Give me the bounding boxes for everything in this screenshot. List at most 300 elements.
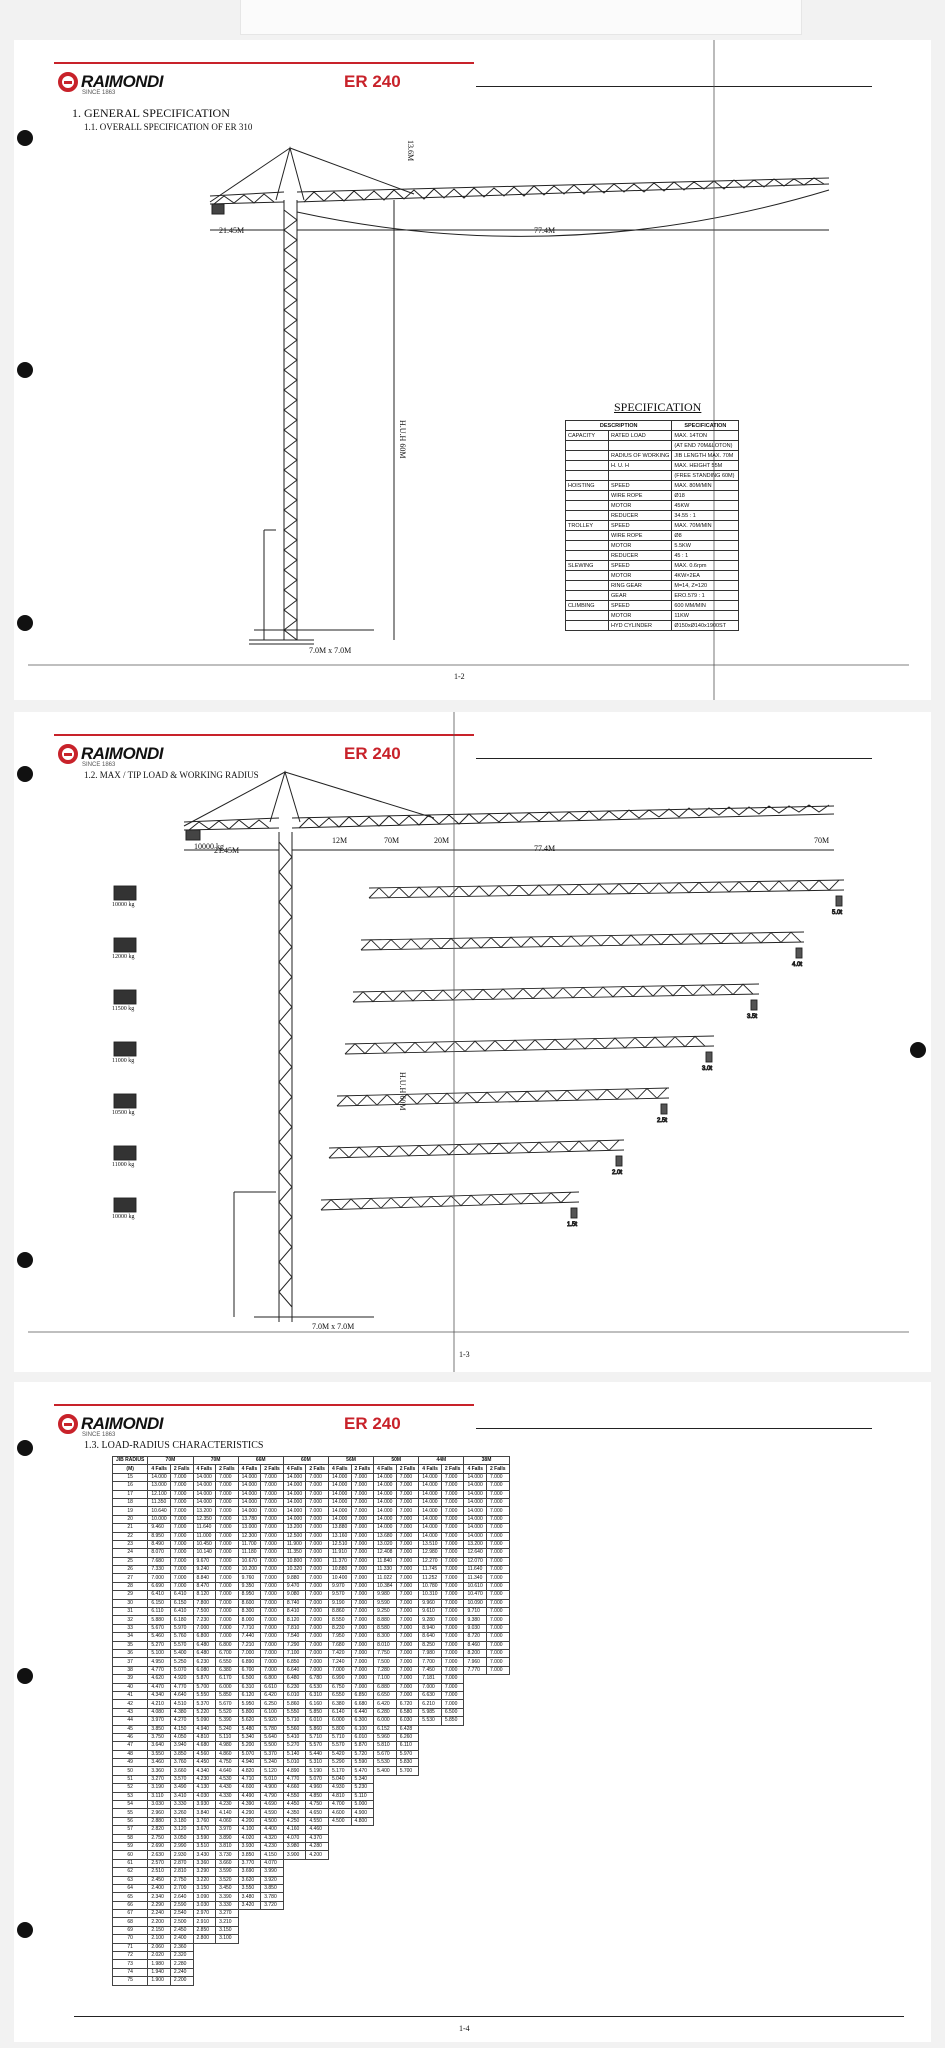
load-cell: 7.000 <box>216 1574 239 1582</box>
load-cell: 5.760 <box>170 1633 193 1641</box>
load-cell <box>487 1792 510 1800</box>
load-cell: 11.350 <box>283 1549 306 1557</box>
load-cell: 7.000 <box>216 1591 239 1599</box>
radius-cell: 41 <box>113 1691 148 1699</box>
load-cell: 7.000 <box>441 1658 464 1666</box>
load-cell: 7.000 <box>351 1649 374 1657</box>
load-cell <box>351 1918 374 1926</box>
counterweight-label: 10000 kg <box>194 842 224 851</box>
spec-cell: RING GEAR <box>609 581 672 591</box>
spec-row <box>566 621 739 631</box>
table-row <box>113 1566 510 1574</box>
radius-cell: 46 <box>113 1733 148 1741</box>
load-cell: 11.350 <box>148 1498 171 1506</box>
load-cell: 4.290 <box>238 1809 261 1817</box>
load-cell <box>487 1842 510 1850</box>
load-cell: 13.200 <box>464 1540 487 1548</box>
dim-top: 13.6M <box>406 140 415 162</box>
load-cell: 7.540 <box>283 1633 306 1641</box>
load-cell <box>464 1775 487 1783</box>
load-cell: 7.100 <box>283 1649 306 1657</box>
load-cell <box>441 1826 464 1834</box>
spec-cell: Ø18 <box>672 491 739 501</box>
load-cell: 3.850 <box>148 1725 171 1733</box>
load-cell: 5.390 <box>216 1717 239 1725</box>
load-cell: 7.000 <box>487 1557 510 1565</box>
dim-base: 7.0M x 7.0M <box>309 646 352 655</box>
load-cell: 5.410 <box>283 1733 306 1741</box>
load-cell: 5.500 <box>261 1742 284 1750</box>
load-cell <box>487 1943 510 1951</box>
load-cell: 14.000 <box>193 1482 216 1490</box>
load-cell <box>396 1893 419 1901</box>
load-cell: 3.590 <box>193 1834 216 1842</box>
load-cell <box>487 1801 510 1809</box>
load-cell: 14.000 <box>193 1490 216 1498</box>
load-cell <box>306 1977 329 1985</box>
load-cell: 11.910 <box>328 1549 351 1557</box>
load-cell: 9.350 <box>238 1582 261 1590</box>
spec-row <box>566 581 739 591</box>
load-cell: 3.850 <box>261 1884 284 1892</box>
load-cell <box>487 1725 510 1733</box>
load-cell: 12.070 <box>464 1557 487 1565</box>
load-cell: 2.360 <box>170 1943 193 1951</box>
load-cell: 5.070 <box>306 1775 329 1783</box>
load-cell: 14.000 <box>283 1515 306 1523</box>
load-cell: 4.860 <box>216 1750 239 1758</box>
load-cell: 5.110 <box>216 1733 239 1741</box>
load-cell <box>419 1943 442 1951</box>
load-cell: 6.170 <box>216 1675 239 1683</box>
load-cell <box>328 1960 351 1968</box>
load-cell <box>238 1977 261 1985</box>
load-cell: 7.290 <box>283 1641 306 1649</box>
load-cell: 14.000 <box>419 1498 442 1506</box>
load-cell <box>306 1910 329 1918</box>
load-cell: 7.000 <box>396 1524 419 1532</box>
load-cell: 6.530 <box>306 1683 329 1691</box>
load-cell: 4.080 <box>148 1708 171 1716</box>
load-cell: 4.660 <box>283 1784 306 1792</box>
load-cell: 3.550 <box>148 1750 171 1758</box>
load-cell: 4.560 <box>193 1750 216 1758</box>
load-cell: 7.000 <box>261 1599 284 1607</box>
load-cell: 5.570 <box>170 1641 193 1649</box>
load-cell: 5.710 <box>328 1733 351 1741</box>
load-cell: 14.000 <box>464 1498 487 1506</box>
load-cell: 7.000 <box>261 1490 284 1498</box>
load-cell: 7.000 <box>441 1515 464 1523</box>
load-cell <box>328 1893 351 1901</box>
load-cell: 4.980 <box>216 1742 239 1750</box>
load-cell <box>419 1725 442 1733</box>
load-cell: 6.080 <box>193 1666 216 1674</box>
table-row <box>113 1926 510 1934</box>
load-cell: 14.000 <box>238 1498 261 1506</box>
load-cell <box>441 1968 464 1976</box>
load-cell: 8.840 <box>193 1574 216 1582</box>
load-cell: 5.620 <box>238 1717 261 1725</box>
load-cell: 7.000 <box>441 1566 464 1574</box>
load-cell: 5.340 <box>351 1775 374 1783</box>
table-row <box>113 1549 510 1557</box>
load-cell <box>396 1801 419 1809</box>
jib-length-header: 70M <box>148 1457 193 1465</box>
binder-hole-icon <box>17 362 33 378</box>
load-cell: 4.070 <box>261 1859 284 1867</box>
load-cell: 3.810 <box>216 1842 239 1850</box>
spec-cell: CAPACITY <box>566 431 609 441</box>
load-cell <box>306 1859 329 1867</box>
spec-cell <box>566 501 609 511</box>
radius-cell: 40 <box>113 1683 148 1691</box>
top-load-label: 70M <box>384 836 400 845</box>
load-cell: 7.000 <box>306 1608 329 1616</box>
load-cell: 7.000 <box>351 1507 374 1515</box>
load-cell: 3.090 <box>193 1893 216 1901</box>
load-cell: 7.000 <box>170 1473 193 1481</box>
load-cell <box>328 1935 351 1943</box>
top-load-label: 70M <box>814 836 830 845</box>
load-cell: 4.350 <box>283 1809 306 1817</box>
load-cell: 5.670 <box>374 1750 397 1758</box>
load-cell: 7.000 <box>396 1532 419 1540</box>
load-cell <box>464 1918 487 1926</box>
load-cell: 11.370 <box>328 1557 351 1565</box>
load-cell <box>216 1943 239 1951</box>
load-cell <box>396 1977 419 1985</box>
load-cell <box>487 1775 510 1783</box>
load-cell: 6.030 <box>396 1717 419 1725</box>
hook-load-icon <box>751 1000 757 1010</box>
load-cell: 4.400 <box>261 1826 284 1834</box>
load-cell: 2.450 <box>148 1876 171 1884</box>
load-cell: 14.000 <box>374 1507 397 1515</box>
radius-cell: 17 <box>113 1490 148 1498</box>
load-cell <box>193 1952 216 1960</box>
load-cell <box>396 1926 419 1934</box>
load-cell: 9.380 <box>464 1616 487 1624</box>
load-cell: 7.000 <box>306 1624 329 1632</box>
load-cell: 2.800 <box>193 1935 216 1943</box>
load-cell: 5.090 <box>193 1717 216 1725</box>
load-cell <box>283 1926 306 1934</box>
load-cell: 4.370 <box>306 1834 329 1842</box>
load-cell: 3.430 <box>193 1851 216 1859</box>
radius-unit-cell: (M) <box>113 1465 148 1473</box>
load-cell: 7.000 <box>216 1608 239 1616</box>
load-cell <box>238 1960 261 1968</box>
load-cell: 7.000 <box>170 1574 193 1582</box>
logo-mark-icon <box>58 1414 78 1434</box>
load-cell <box>419 1834 442 1842</box>
load-cell <box>306 1876 329 1884</box>
load-cell: 7.000 <box>441 1649 464 1657</box>
load-cell: 13.780 <box>238 1515 261 1523</box>
load-cell: 3.750 <box>148 1733 171 1741</box>
load-cell: 9.250 <box>374 1608 397 1616</box>
load-cell: 5.240 <box>261 1759 284 1767</box>
load-cell: 12.500 <box>283 1532 306 1540</box>
table-row <box>113 1767 510 1775</box>
load-cell <box>464 1675 487 1683</box>
jib-length-header: 70M <box>193 1457 238 1465</box>
load-cell: 2.700 <box>170 1884 193 1892</box>
load-cell: 7.000 <box>261 1482 284 1490</box>
load-cell: 10.780 <box>419 1582 442 1590</box>
load-cell <box>464 1943 487 1951</box>
load-cell: 7.680 <box>328 1641 351 1649</box>
load-cell: 7.000 <box>261 1507 284 1515</box>
load-cell: 5.190 <box>306 1767 329 1775</box>
load-cell: 7.000 <box>396 1540 419 1548</box>
table-row <box>113 1683 510 1691</box>
load-cell: 7.000 <box>170 1507 193 1515</box>
dim-height: H.U.H 60M <box>398 1072 407 1111</box>
load-cell: 8.300 <box>238 1608 261 1616</box>
load-cell: 5.460 <box>148 1633 171 1641</box>
load-cell: 4.200 <box>306 1851 329 1859</box>
load-cell <box>487 1717 510 1725</box>
load-cell: 6.640 <box>283 1666 306 1674</box>
header-rule <box>476 1428 872 1429</box>
load-cell: 7.000 <box>306 1473 329 1481</box>
load-cell: 4.590 <box>261 1809 284 1817</box>
load-cell: 6.000 <box>328 1717 351 1725</box>
load-cell: 7.000 <box>170 1532 193 1540</box>
load-cell: 7.000 <box>487 1482 510 1490</box>
load-cell: 7.000 <box>216 1490 239 1498</box>
load-cell: 7.000 <box>261 1515 284 1523</box>
load-cell: 5.100 <box>148 1649 171 1657</box>
load-cell: 7.000 <box>261 1549 284 1557</box>
load-cell: 4.070 <box>283 1834 306 1842</box>
load-cell: 9.570 <box>328 1591 351 1599</box>
load-cell: 7.000 <box>396 1599 419 1607</box>
load-cell: 4.820 <box>238 1767 261 1775</box>
load-cell: 5.800 <box>328 1725 351 1733</box>
load-cell <box>328 1952 351 1960</box>
load-cell: 4.330 <box>216 1792 239 1800</box>
load-cell <box>374 1884 397 1892</box>
section-heading: 1.3. LOAD-RADIUS CHARACTERISTICS <box>84 1440 264 1451</box>
radius-cell: 29 <box>113 1591 148 1599</box>
load-cell: 3.620 <box>238 1876 261 1884</box>
load-cell: 7.000 <box>396 1591 419 1599</box>
load-cell: 7.000 <box>216 1532 239 1540</box>
jib-chord <box>345 1046 714 1054</box>
logo-text: RAIMONDI <box>81 744 163 763</box>
table-row <box>113 1893 510 1901</box>
load-cell <box>261 1977 284 1985</box>
load-cell <box>487 1901 510 1909</box>
load-cell <box>374 1926 397 1934</box>
falls-header: 2 Falls <box>216 1465 239 1473</box>
falls-header: 2 Falls <box>396 1465 419 1473</box>
load-cell <box>351 1935 374 1943</box>
load-cell <box>419 1826 442 1834</box>
load-cell: 4.510 <box>170 1700 193 1708</box>
load-cell <box>419 1809 442 1817</box>
jib-length-header: 50M <box>374 1457 419 1465</box>
spec-header-row <box>566 421 739 431</box>
load-cell: 7.000 <box>441 1532 464 1540</box>
load-cell: 14.000 <box>328 1473 351 1481</box>
radius-cell: 16 <box>113 1482 148 1490</box>
load-cell <box>487 1868 510 1876</box>
radius-cell: 55 <box>113 1809 148 1817</box>
load-cell: 6.100 <box>261 1708 284 1716</box>
load-cell: 14.000 <box>464 1507 487 1515</box>
radius-cell: 18 <box>113 1498 148 1506</box>
binder-hole-icon <box>17 130 33 146</box>
load-cell: 7.000 <box>216 1599 239 1607</box>
dim-counter-jib: 21.45M <box>214 846 240 855</box>
load-cell: 3.450 <box>216 1884 239 1892</box>
radius-cell: 65 <box>113 1893 148 1901</box>
radius-cell: 19 <box>113 1507 148 1515</box>
load-cell: 4.940 <box>238 1759 261 1767</box>
load-cell <box>441 1842 464 1850</box>
load-cell <box>374 1842 397 1850</box>
load-cell: 14.000 <box>328 1498 351 1506</box>
load-cell: 3.150 <box>216 1926 239 1934</box>
model-name: ER 240 <box>344 744 401 763</box>
load-cell <box>238 1918 261 1926</box>
spec-cell <box>566 581 609 591</box>
load-cell: 8.120 <box>193 1591 216 1599</box>
load-cell <box>464 1691 487 1699</box>
load-cell: 7.000 <box>306 1566 329 1574</box>
load-cell: 5.140 <box>283 1750 306 1758</box>
load-cell <box>396 1784 419 1792</box>
spec-row <box>566 461 739 471</box>
load-cell: 7.000 <box>396 1557 419 1565</box>
load-cell: 6.160 <box>306 1700 329 1708</box>
load-cell <box>283 1859 306 1867</box>
load-cell <box>419 1918 442 1926</box>
load-cell: 7.000 <box>441 1608 464 1616</box>
load-cell <box>441 1725 464 1733</box>
spec-cell: SPEED <box>609 481 672 491</box>
radius-cell: 60 <box>113 1851 148 1859</box>
falls-header: 4 Falls <box>283 1465 306 1473</box>
table-row <box>113 1876 510 1884</box>
spec-row <box>566 531 739 541</box>
load-cell <box>419 1817 442 1825</box>
load-cell: 7.000 <box>261 1566 284 1574</box>
load-cell: 2.320 <box>170 1952 193 1960</box>
load-cell: 2.510 <box>148 1868 171 1876</box>
load-cell: 4.430 <box>216 1784 239 1792</box>
spec-row <box>566 491 739 501</box>
load-cell: 3.390 <box>216 1893 239 1901</box>
load-cell: 7.230 <box>193 1616 216 1624</box>
load-cell <box>193 1968 216 1976</box>
load-cell: 7.000 <box>170 1549 193 1557</box>
load-cell: 4.460 <box>306 1826 329 1834</box>
load-cell: 3.660 <box>216 1859 239 1867</box>
load-cell <box>328 1910 351 1918</box>
load-cell: 3.190 <box>148 1784 171 1792</box>
table-row <box>113 1641 510 1649</box>
jib-chord <box>361 932 804 940</box>
load-cell <box>351 1926 374 1934</box>
binder-hole-icon <box>17 1922 33 1938</box>
load-cell <box>328 1842 351 1850</box>
load-cell: 5.550 <box>193 1691 216 1699</box>
load-cell: 6.480 <box>283 1675 306 1683</box>
load-cell: 7.000 <box>216 1557 239 1565</box>
load-cell: 4.940 <box>193 1725 216 1733</box>
load-cell: 4.340 <box>148 1691 171 1699</box>
load-cell: 7.000 <box>487 1666 510 1674</box>
load-cell: 7.000 <box>261 1616 284 1624</box>
load-cell: 7.000 <box>396 1566 419 1574</box>
load-cell: 9.880 <box>283 1574 306 1582</box>
load-cell: 3.420 <box>238 1901 261 1909</box>
load-cell <box>396 1834 419 1842</box>
load-cell: 5.110 <box>351 1792 374 1800</box>
load-cell: 6.800 <box>216 1641 239 1649</box>
load-cell: 7.440 <box>238 1633 261 1641</box>
load-cell <box>374 1910 397 1918</box>
load-cell: 7.000 <box>487 1540 510 1548</box>
radius-cell: 70 <box>113 1935 148 1943</box>
load-cell: 7.000 <box>487 1473 510 1481</box>
load-cell: 7.000 <box>261 1633 284 1641</box>
load-cell: 7.000 <box>441 1616 464 1624</box>
load-cell: 3.100 <box>216 1935 239 1943</box>
load-cell: 10.610 <box>464 1582 487 1590</box>
load-cell: 7.000 <box>170 1582 193 1590</box>
load-cell: 10.140 <box>193 1549 216 1557</box>
load-cell <box>441 1775 464 1783</box>
table-row <box>113 1624 510 1632</box>
hook-load-icon <box>571 1208 577 1218</box>
load-cell: 8.550 <box>328 1616 351 1624</box>
load-cell: 10.450 <box>193 1540 216 1548</box>
load-cell <box>374 1943 397 1951</box>
load-cell <box>487 1750 510 1758</box>
load-cell: 2.640 <box>170 1893 193 1901</box>
load-cell <box>283 1910 306 1918</box>
spec-cell: CLIMBING <box>566 601 609 611</box>
load-cell: 7.000 <box>170 1557 193 1565</box>
load-cell <box>441 1767 464 1775</box>
load-cell: 7.280 <box>374 1666 397 1674</box>
load-cell: 7.000 <box>306 1616 329 1624</box>
load-cell <box>261 1910 284 1918</box>
load-cell: 3.050 <box>170 1834 193 1842</box>
load-cell: 3.330 <box>216 1901 239 1909</box>
spec-cell: SPEED <box>609 561 672 571</box>
load-cell <box>396 1960 419 1968</box>
spec-cell <box>566 511 609 521</box>
load-cell: 5.850 <box>306 1708 329 1716</box>
table-row <box>113 1859 510 1867</box>
load-cell <box>351 1968 374 1976</box>
load-cell: 4.450 <box>193 1759 216 1767</box>
jib-tip-load: 3.5t <box>747 1014 758 1020</box>
load-cell: 7.000 <box>351 1591 374 1599</box>
radius-cell: 71 <box>113 1943 148 1951</box>
load-cell: 7.000 <box>216 1582 239 1590</box>
load-cell <box>396 1884 419 1892</box>
load-cell <box>464 1809 487 1817</box>
load-cell <box>487 1733 510 1741</box>
